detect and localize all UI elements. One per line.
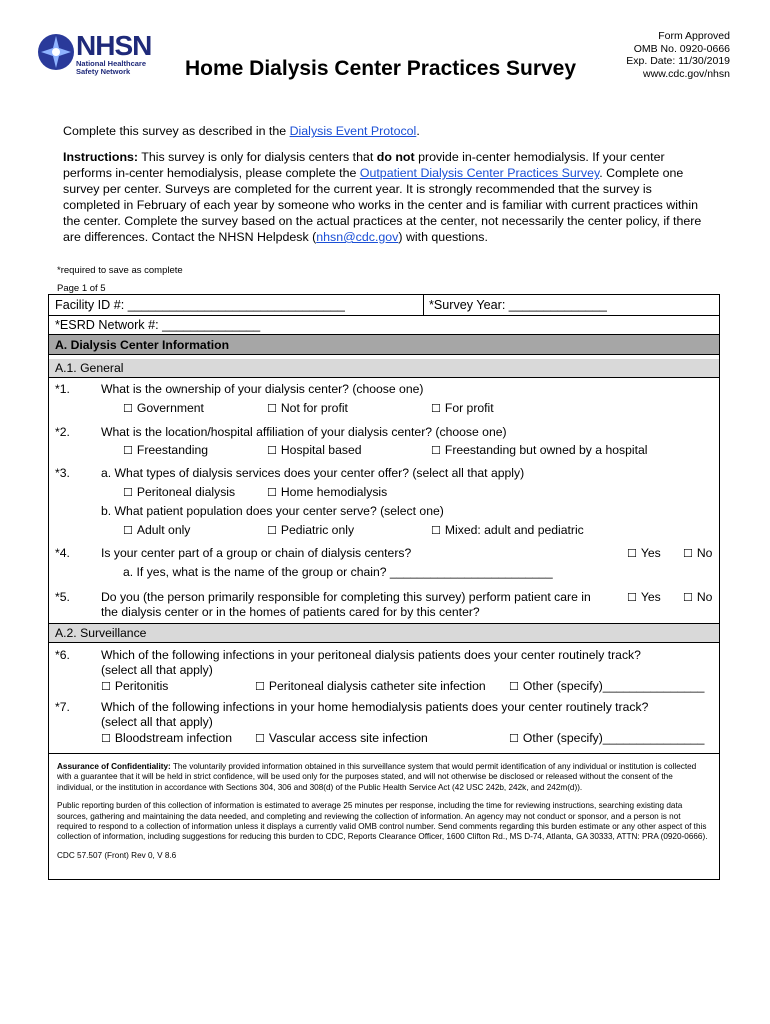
logo-sub1: National Healthcare (76, 59, 147, 68)
divider (49, 354, 719, 355)
divider (423, 295, 424, 315)
section-a2-header: A.2. Surveillance (49, 624, 719, 642)
q7-other-checkbox[interactable]: ☐ Other (specify)_______________ (509, 731, 704, 745)
q1-number: *1. (55, 382, 70, 396)
q7-vascular-access-checkbox[interactable]: ☐ Vascular access site infection (255, 731, 428, 745)
q5-text-line2: the dialysis center or in the homes of patients cared for by this center? (101, 605, 480, 619)
outpatient-survey-link[interactable]: Outpatient Dialysis Center Practices Survey (359, 166, 600, 180)
q7-text-line1: Which of the following infections in your home hemodialysis patients does your center routinely track? (101, 700, 649, 714)
q6-catheter-site-checkbox[interactable]: ☐ Peritoneal dialysis catheter site infection (255, 679, 486, 693)
page-title: Home Dialysis Center Practices Survey (185, 57, 577, 80)
q3a-home-hemo-checkbox[interactable]: ☐ Home hemodialysis (267, 485, 387, 499)
q1-text: What is the ownership of your dialysis center? (choose one) (101, 382, 424, 396)
q2-number: *2. (55, 425, 70, 439)
helpdesk-email-link[interactable]: nhsn@cdc.gov (316, 230, 399, 244)
intro (63, 123, 703, 255)
q3b-text: b. What patient population does your center serve? (select one) (101, 504, 444, 518)
q6-text-line1: Which of the following infections in your peritoneal dialysis patients does your center routinely track? (101, 648, 641, 662)
q4-text: Is your center part of a group or chain of dialysis centers? (101, 546, 412, 560)
q3a-text: a. What types of dialysis services does your center offer? (select all that apply) (101, 466, 525, 480)
q6-peritonitis-checkbox[interactable]: ☐ Peritonitis (101, 679, 168, 693)
q4a-chain-name-field[interactable]: a. If yes, what is the name of the group or chain? ________________________ (123, 565, 553, 579)
page-label: Page 1 of 5 (57, 283, 106, 294)
q5-number: *5. (55, 590, 70, 604)
form-footer: CDC 57.507 (Front) Rev 0, V 8.6 (57, 850, 177, 860)
nhsn-globe-icon (36, 30, 76, 74)
intro-p1-post: . (416, 124, 420, 138)
esrd-network-field[interactable]: *ESRD Network #: ______________ (55, 318, 261, 332)
q5-yes-checkbox[interactable]: ☐ Yes (627, 590, 661, 604)
q4-number: *4. (55, 546, 70, 560)
section-a-header: A. Dialysis Center Information (49, 334, 719, 354)
q4-yes-checkbox[interactable]: ☐ Yes (627, 546, 661, 560)
instr-b: provide in-center hemodialysis. If your center performs in-center hemodialysis, please complete the (63, 150, 665, 180)
section-a1-header: A.1. General (49, 359, 719, 377)
q2-freestanding-hospital-checkbox[interactable]: ☐ Freestanding but owned by a hospital (431, 443, 647, 457)
q7-text-line2: (select all that apply) (101, 715, 213, 729)
q1-for-profit-checkbox[interactable]: ☐ For profit (431, 401, 494, 415)
survey-year-field[interactable]: *Survey Year: ______________ (429, 298, 607, 312)
form-approved: Form Approved (658, 30, 730, 42)
required-note: *required to save as complete (57, 265, 183, 276)
facility-id-field[interactable]: Facility ID #: _______________________________ (55, 298, 345, 312)
omb-number: OMB No. 0920-0666 (633, 42, 730, 55)
instr-bold: do not (376, 150, 415, 164)
q1-not-for-profit-checkbox[interactable]: ☐ Not for profit (267, 401, 348, 415)
instructions-label: Instructions: (63, 150, 139, 164)
q3b-adult-checkbox[interactable]: ☐ Adult only (123, 523, 190, 537)
assurance-paragraph (57, 762, 711, 793)
q3-number: *3. (55, 466, 70, 480)
divider (49, 315, 719, 316)
q2-freestanding-checkbox[interactable]: ☐ Freestanding (123, 443, 208, 457)
assurance-block (57, 762, 711, 869)
cdc-url: www.cdc.gov/nhsn (643, 67, 730, 80)
exp-date: Exp. Date: 11/30/2019 (626, 55, 730, 67)
q1-government-checkbox[interactable]: ☐ Government (123, 401, 204, 415)
logo-nhsn: NHSN (76, 30, 152, 61)
q6-number: *6. (55, 648, 70, 662)
intro-p1-text: Complete this survey as described in the (63, 124, 290, 138)
dialysis-protocol-link[interactable]: Dialysis Event Protocol (289, 124, 417, 138)
survey-form (48, 294, 720, 880)
assurance-text: The voluntarily provided information obtained in this surveillance system that would permit identification of any individual or institution is collected with a guarantee that it will be held in strict confidence, will be used only for the purposes stated, and will not otherwise be disclosed or released without the consent of the individual, or the institution in accordance with Sections 304, 306 and 308(d) of the Public Health Service Act (42 USC 242b, 242k, and 242m(d)). (57, 762, 697, 792)
logo-sub2: Safety Network (76, 67, 131, 76)
burden-paragraph: Public reporting burden of this collection of information is estimated to average 25 minutes per response, including the time for reviewing instructions, searching existing data sources, gathering and maintaining the data needed, and completing and reviewing the collection of information. An agency may not conduct or sponsor, and a person is not required to respond to a collection of information unless it displays a currently valid OMB control number. Send comments regarding this burden estimate or any other aspect of this collection of information, including suggestions for reducing this burden to CDC, Reports Clearance Officer, 1600 Clifton Rd., MS D-74, Atlanta, GA 30333, ATTN: PRA (0920-0666). (57, 801, 708, 842)
divider (49, 642, 719, 643)
divider (49, 377, 719, 378)
assurance-label: Assurance of Confidentiality: (57, 762, 171, 771)
q4-no-checkbox[interactable]: ☐ No (683, 546, 712, 560)
logo-wordmark (76, 32, 151, 76)
omb-block (626, 30, 730, 80)
q3a-peritoneal-checkbox[interactable]: ☐ Peritoneal dialysis (123, 485, 235, 499)
instructions (63, 149, 703, 245)
q7-bloodstream-checkbox[interactable]: ☐ Bloodstream infection (101, 731, 232, 745)
q3b-mixed-checkbox[interactable]: ☐ Mixed: adult and pediatric (431, 523, 584, 537)
q2-text: What is the location/hospital affiliation of your dialysis center? (choose one) (101, 425, 507, 439)
q6-other-checkbox[interactable]: ☐ Other (specify)_______________ (509, 679, 704, 693)
intro-p1 (63, 123, 703, 139)
q2-hospital-based-checkbox[interactable]: ☐ Hospital based (267, 443, 362, 457)
instr-d: ) with questions. (398, 230, 488, 244)
divider (49, 753, 719, 754)
q6-text-line2: (select all that apply) (101, 663, 213, 677)
q5-no-checkbox[interactable]: ☐ No (683, 590, 712, 604)
q3b-pediatric-checkbox[interactable]: ☐ Pediatric only (267, 523, 354, 537)
q5-text-line1: Do you (the person primarily responsible for completing this survey) perform patient care in (101, 590, 591, 604)
instr-a: This survey is only for dialysis centers that (138, 150, 377, 164)
q7-number: *7. (55, 700, 70, 714)
instr-c: . Complete one survey per center. Surveys are completed for the current year. It is strongly recommended that the survey is completed in February of each year by someone who works in the center and is familiar with current practices within the center. Complete the survey based on the actual practices at the center, not necessarily the center policy, if there are differences. Contact the NHSN Helpdesk ( (63, 166, 702, 244)
